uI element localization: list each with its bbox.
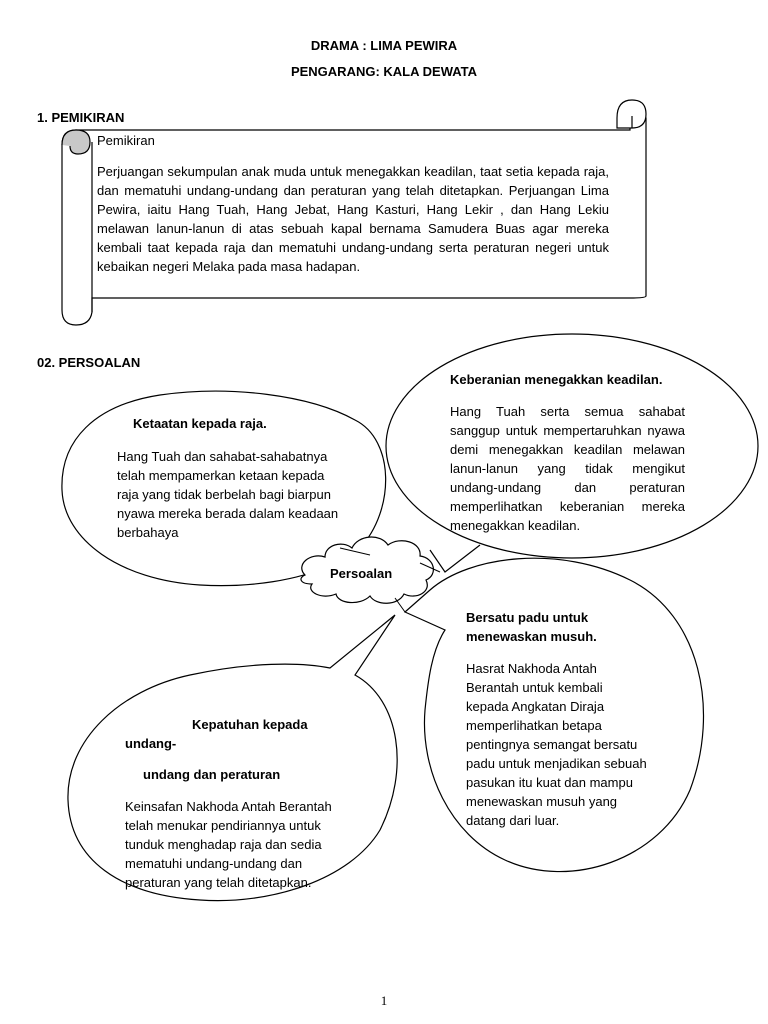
document-title: DRAMA : LIMA PEWIRA	[310, 38, 458, 53]
bubble-ketaatan-title: Ketaatan kepada raja.	[133, 416, 267, 431]
bubble-keberanian-title: Keberanian menegakkan keadilan.	[450, 372, 663, 387]
scroll-label: Pemikiran	[97, 133, 155, 148]
bubble-bersatu-text: Hasrat Nakhoda Antah Berantah untuk kembali kepada Angkatan Diraja memperlihatkan betapa pentingnya semangat bersatu padu untuk menjadikan sebuah pasukan itu kuat dan mampu menewaskan musuh yang datang dari luar.	[466, 661, 647, 828]
page-number: 1	[380, 993, 388, 1008]
bubble-bersatu-title-line2: menewaskan musuh.	[466, 629, 597, 644]
document-author: PENGARANG: KALA DEWATA	[290, 64, 478, 79]
bubble-kepatuhan-title-line2: undang-	[125, 736, 177, 751]
section-heading-pemikiran: 1. PEMIKIRAN	[37, 110, 125, 125]
bubble-ketaatan-text: Hang Tuah dan sahabat-sahabatnya telah mempamerkan ketaan kepada raja yang tidak berbelah bagi biarpun nyawa mereka berada dalam keadaan berbahaya	[117, 449, 339, 540]
bubble-kepatuhan-text: Keinsafan Nakhoda Antah Berantah telah menukar pendiriannya untuk tunduk menghadap raja dan sedia mematuhi undang-undang dan peraturan yang telah ditetapkan.	[125, 799, 332, 890]
bubble-kepatuhan-title-line1: Kepatuhan kepada	[192, 717, 308, 732]
pemikiran-text: Perjuangan sekumpulan anak muda untuk menegakkan keadilan, taat setia kepada raja, dan mematuhi undang-undang dan peraturan yang telah ditetapkan. Perjuangan Lima Pewira, iaitu Hang Tuah, Hang Jebat, Hang Kasturi, Hang Lekir , dan Hang Lekiu melawan lanun-lanun di atas sebuah kapal bernama Samudera Buas agar mereka kembali taat kepada raja dan mematuhi undang-undang serta peraturan negeri untuk kebaikan negeri Melaka pada masa hadapan.	[97, 164, 609, 274]
section-heading-persoalan: 02. PERSOALAN	[37, 355, 141, 370]
bubble-kepatuhan-title-line3: undang dan peraturan	[143, 767, 281, 782]
bubble-keberanian-text: Hang Tuah serta semua sahabat sanggup untuk mempertaruhkan nyawa demi menegakkan keadilan melawan lanun-lanun yang tidak mengikut undang-undang dan peraturan memperlihatkan keberanian mereka menegakkan keadilan.	[450, 404, 685, 533]
persoalan-center-label: Persoalan	[330, 566, 393, 581]
bubble-bersatu-title-line1: Bersatu padu untuk	[466, 610, 589, 625]
